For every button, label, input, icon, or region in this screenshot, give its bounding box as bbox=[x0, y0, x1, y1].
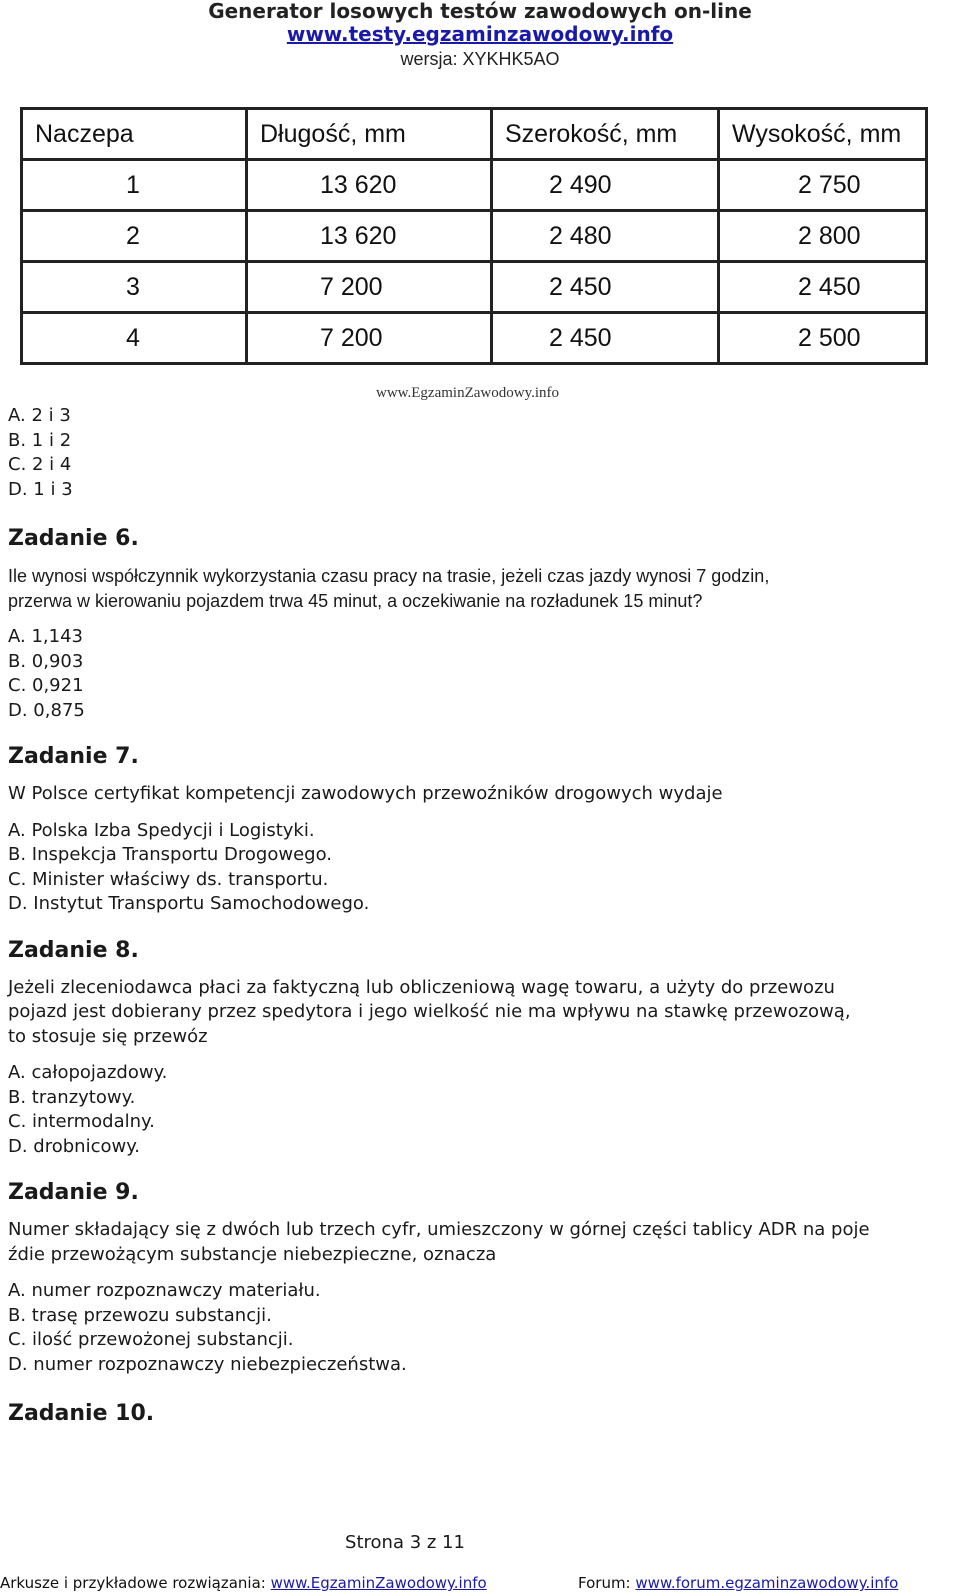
answer-option: C. 2 i 4 bbox=[8, 454, 72, 475]
answer-option: C. 0,921 bbox=[8, 675, 84, 696]
image-watermark: www.EgzaminZawodowy.info bbox=[376, 385, 560, 401]
table-cell: 2 480 bbox=[492, 211, 719, 262]
table-cell: 1 bbox=[22, 160, 247, 211]
trailer-table-wrapper bbox=[20, 107, 928, 401]
footer-right-label: Forum: bbox=[578, 1574, 631, 1592]
table-header-row bbox=[22, 109, 927, 160]
table-cell: 2 450 bbox=[719, 262, 927, 313]
question-text: przerwa w kierowaniu pojazdem trwa 45 minut, a oczekiwanie na rozładunek 15 minut? bbox=[8, 590, 703, 611]
question-text: Ile wynosi współczynnik wykorzystania czasu pracy na trasie, jeżeli czas jazdy wynosi 7 godzin, bbox=[8, 566, 770, 586]
table-header-cell: Naczepa bbox=[22, 109, 247, 160]
task-title: Zadanie 7. bbox=[8, 744, 139, 769]
question-text: pojazd jest dobierany przez spedytora i jego wielkość nie ma wpływu na stawkę przewozową, bbox=[8, 1001, 851, 1022]
version-label: wersja: XYKHK5AO bbox=[400, 49, 560, 69]
answer-option: C. intermodalny. bbox=[8, 1111, 155, 1132]
answer-option: D. numer rozpoznawczy niebezpieczeństwa. bbox=[8, 1353, 407, 1375]
answer-option: C. Minister właściwy ds. transportu. bbox=[8, 868, 329, 890]
table-cell: 2 750 bbox=[719, 160, 927, 211]
table-header-cell: Wysokość, mm bbox=[719, 109, 927, 160]
answer-option: B. 1 i 2 bbox=[8, 429, 72, 451]
table-header-cell: Szerokość, mm bbox=[492, 109, 719, 160]
answer-option: D. drobnicowy. bbox=[8, 1135, 141, 1157]
question-text: W Polsce certyfikat kompetencji zawodowych przewoźników drogowych wydaje bbox=[8, 783, 723, 804]
task-title: Zadanie 9. bbox=[8, 1180, 139, 1205]
answer-option: D. Instytut Transportu Samochodowego. bbox=[8, 893, 370, 914]
answer-option: B. Inspekcja Transportu Drogowego. bbox=[8, 844, 333, 865]
answer-option: B. trasę przewozu substancji. bbox=[8, 1304, 272, 1326]
table-cell: 2 500 bbox=[719, 313, 927, 364]
page-header bbox=[0, 0, 960, 72]
header-link[interactable]: www.testy.egzaminzawodowy.info bbox=[286, 22, 674, 46]
footer-right-link[interactable]: www.forum.egzaminzawodowy.info bbox=[635, 1574, 899, 1592]
answer-option: A. Polska Izba Spedycji i Logistyki. bbox=[8, 819, 315, 841]
answer-option: A. numer rozpoznawczy materiału. bbox=[8, 1280, 321, 1301]
table-cell: 7 200 bbox=[247, 313, 492, 364]
task-title: Zadanie 8. bbox=[8, 937, 139, 963]
question-text: Jeżeli zleceniodawca płaci za faktyczną lub obliczeniową wagę towaru, a użyty do przewozu bbox=[8, 976, 835, 998]
questions-content bbox=[8, 404, 952, 1427]
answer-option: D. 1 i 3 bbox=[8, 478, 73, 500]
task-title: Zadanie 10. bbox=[8, 1401, 155, 1426]
table-cell: 4 bbox=[22, 313, 247, 364]
table-cell: 2 bbox=[22, 211, 247, 262]
table-header-cell: Długość, mm bbox=[247, 109, 492, 160]
table-cell: 2 800 bbox=[719, 211, 927, 262]
answer-option: C. ilość przewożonej substancji. bbox=[8, 1329, 294, 1350]
footer-left-label: Arkusze i przykładowe rozwiązania: bbox=[0, 1574, 266, 1592]
table-cell: 2 450 bbox=[492, 262, 719, 313]
footer-left bbox=[0, 1574, 487, 1592]
answer-option: B. tranzytowy. bbox=[8, 1086, 136, 1108]
footer-right bbox=[578, 1574, 898, 1592]
table-cell: 13 620 bbox=[247, 211, 492, 262]
answer-option: A. całopojazdowy. bbox=[8, 1062, 168, 1083]
table-row bbox=[22, 262, 927, 313]
header-title: Generator losowych testów zawodowych on-line bbox=[208, 0, 752, 23]
answer-option: A. 1,143 bbox=[8, 626, 83, 647]
table-cell: 3 bbox=[22, 262, 247, 313]
question-text: to stosuje się przewóz bbox=[8, 1025, 208, 1047]
trailer-table bbox=[20, 107, 928, 365]
page-number: Strona 3 z 11 bbox=[345, 1532, 465, 1553]
answer-option: A. 2 i 3 bbox=[8, 405, 71, 426]
answer-option: D. 0,875 bbox=[8, 699, 85, 721]
table-cell: 13 620 bbox=[247, 160, 492, 211]
table-cell: 2 490 bbox=[492, 160, 719, 211]
footer-left-link[interactable]: www.EgzaminZawodowy.info bbox=[270, 1574, 487, 1592]
task-title: Zadanie 6. bbox=[8, 526, 139, 551]
table-cell: 2 450 bbox=[492, 313, 719, 364]
table-row bbox=[22, 211, 927, 262]
question-text: źdie przewożącym substancje niebezpieczne, oznacza bbox=[8, 1243, 497, 1265]
question-text: Numer składający się z dwóch lub trzech cyfr, umieszczony w górnej części tablicy ADR na poje bbox=[8, 1219, 870, 1240]
table-cell: 7 200 bbox=[247, 262, 492, 313]
table-row bbox=[22, 313, 927, 364]
answer-option: B. 0,903 bbox=[8, 650, 84, 672]
table-row bbox=[22, 160, 927, 211]
